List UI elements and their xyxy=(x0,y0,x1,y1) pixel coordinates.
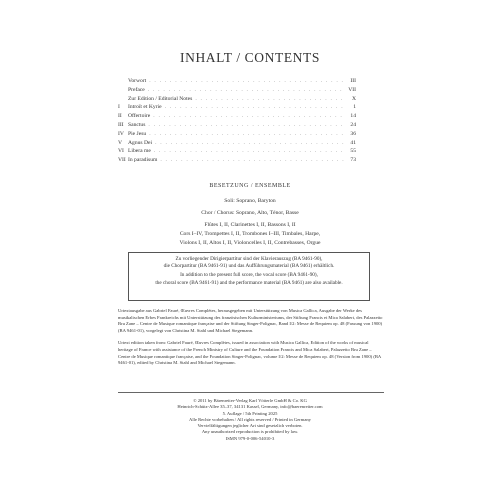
toc-page-number: 55 xyxy=(350,148,356,155)
toc-entry-in-paradisum[interactable] xyxy=(118,156,356,165)
toc-page-number: 73 xyxy=(350,157,356,164)
edition-credits xyxy=(118,308,384,373)
toc-leader xyxy=(153,112,345,121)
imprint-address: Heinrich-Schütz-Allee 35–37, 34131 Kassel, Germany, info@baerenreiter.com xyxy=(177,404,323,410)
imprint-rights: Alle Rechte vorbehalten / All rights reserved / Printed in Germany xyxy=(189,416,311,422)
notice-en-line-2: the choral score (BA 9461-91) and the performance material (BA 9461) are also available. xyxy=(155,279,343,286)
toc-leader xyxy=(160,156,345,165)
imprint-reproduction-en: Any unauthorized reproduction is prohibited by law. xyxy=(201,429,299,435)
table-of-contents xyxy=(118,77,356,165)
toc-leader xyxy=(195,95,345,104)
page-title: INHALT / CONTENTS xyxy=(180,50,320,65)
ensemble-list xyxy=(0,197,500,248)
notice-de-line-1: Zu vorliegender Dirigierpartitur sind der Klavierauszug (BA 9461-90), xyxy=(175,256,323,262)
imprint-reproduction-de: Vervielfältigungen jeglicher Art sind gesetzlich verboten. xyxy=(197,423,303,429)
toc-number: VI xyxy=(118,148,124,155)
toc-page-number: X xyxy=(351,95,356,102)
ensemble-winds: Flûtes I, II, Clarinettes I, II, Bassons I, II xyxy=(204,221,296,228)
toc-label: Sanctus xyxy=(128,121,146,128)
toc-entry-agnus-dei[interactable] xyxy=(118,139,356,148)
publisher-imprint xyxy=(0,398,500,442)
toc-leader xyxy=(155,139,345,148)
toc-number: I xyxy=(118,104,120,111)
ensemble-choir: Chor / Chorus: Soprano, Alto, Ténor, Basse xyxy=(201,209,299,216)
toc-leader xyxy=(154,147,345,156)
toc-page-number: VII xyxy=(348,86,356,93)
toc-page-number: 41 xyxy=(350,139,356,146)
notice-en-line-1: In addition to the present full score, the vocal score (BA 9461-90), xyxy=(180,272,318,279)
ensemble-brass: Cors I–IV, Trompettes I, II, Trombones I–III, Timbales, Harpe, xyxy=(179,230,321,237)
toc-page-number: III xyxy=(350,78,356,84)
toc-entry-vorwort[interactable] xyxy=(118,77,356,86)
toc-number: II xyxy=(118,113,122,120)
toc-label: Preface xyxy=(128,86,145,93)
toc-leader xyxy=(148,121,345,130)
toc-page-number: 14 xyxy=(350,113,356,120)
toc-number: V xyxy=(118,139,123,146)
credits-german: Urtextausgabe aus Gabriel Fauré, Œuvres Complètes, herausgegeben mit Unterstützung von Musica Gallica, Ausgabe der Werke des musikalischen Erbes Frankreichs mit Unterstützung des französischen Kulturministeriums, der Stiftung Francis et Mica Salabert, des Palazzetto Bru Zane – Centre de Musique romantique française und der Stiftung Singer-Polignac, Band I/2: Messe de Requiem op. 48 (Fassung von 1900) (BA 9461-01), vorgelegt von Christina M. Stahl und Michael Stegemann. xyxy=(118,308,383,333)
notice-de-line-2: die Chorpartitur (BA 9461-91) und das Aufführungsmaterial (BA 9461) erhältlich. xyxy=(163,263,335,270)
imprint-printing: 5. Auflage / 5th Printing 2025 xyxy=(222,410,278,416)
toc-entry-sanctus[interactable] xyxy=(118,121,356,130)
toc-leader xyxy=(149,77,345,86)
toc-leader xyxy=(149,130,345,139)
toc-entry-introit-kyrie[interactable] xyxy=(118,103,356,112)
toc-leader xyxy=(148,86,345,95)
toc-number: III xyxy=(118,121,124,128)
toc-entry-offertoire[interactable] xyxy=(118,112,356,121)
credits-english: Urtext edition taken from: Gabriel Fauré, Œuvres Complètes, issued in association with Musica Gallica, Edition of the works of musical heritage of France with assistance of the French Ministry of Culture and the Foundation Francis and Mica Salabert, Palazzetto Bru Zane – Centre de Musique romantique française, and the Foundation Singer-Polignac, volume I/2: Messe de Requiem op. 48 (Version from 1900) (BA 9461-01), edited by Christina M. Stahl and Michael Stegemann. xyxy=(118,340,381,366)
toc-entry-libera-me[interactable] xyxy=(118,147,356,156)
toc-page-number: 1 xyxy=(353,104,356,111)
toc-entry-pie-jesu[interactable] xyxy=(118,130,356,139)
toc-number: VII xyxy=(118,157,126,164)
toc-entry-editorial-notes[interactable] xyxy=(118,95,356,104)
ensemble-strings: Violons I, II, Altos I, II, Violoncelles I, II, Contrebasses, Orgue xyxy=(179,239,321,246)
toc-label: Pie Jesu xyxy=(128,130,147,137)
ensemble-heading: BESETZUNG / ENSEMBLE xyxy=(209,183,291,189)
toc-label: Agnus Dei xyxy=(128,139,153,146)
toc-label: Zur Edition / Editorial Notes xyxy=(128,95,193,102)
toc-page-number: 36 xyxy=(350,130,356,137)
toc-label: In paradisum xyxy=(128,157,158,164)
toc-label: Libera me xyxy=(128,148,151,155)
toc-leader xyxy=(165,103,345,112)
toc-number: IV xyxy=(118,130,124,137)
imprint-ismn: ISMN 979-0-006-54010-3 xyxy=(225,435,275,441)
divider xyxy=(118,392,384,393)
toc-label: Offertoire xyxy=(128,113,151,120)
ensemble-soli: Soli: Soprano, Baryton xyxy=(224,198,276,204)
availability-notice-box xyxy=(128,252,370,301)
toc-label: Introït et Kyrie xyxy=(128,104,162,111)
toc-label: Vorwort xyxy=(128,78,147,84)
imprint-copyright: © 2011 by Bärenreiter-Verlag Karl Vötterle GmbH & Co. KG xyxy=(193,398,307,403)
toc-entry-preface[interactable] xyxy=(118,86,356,95)
toc-page-number: 24 xyxy=(350,121,356,128)
